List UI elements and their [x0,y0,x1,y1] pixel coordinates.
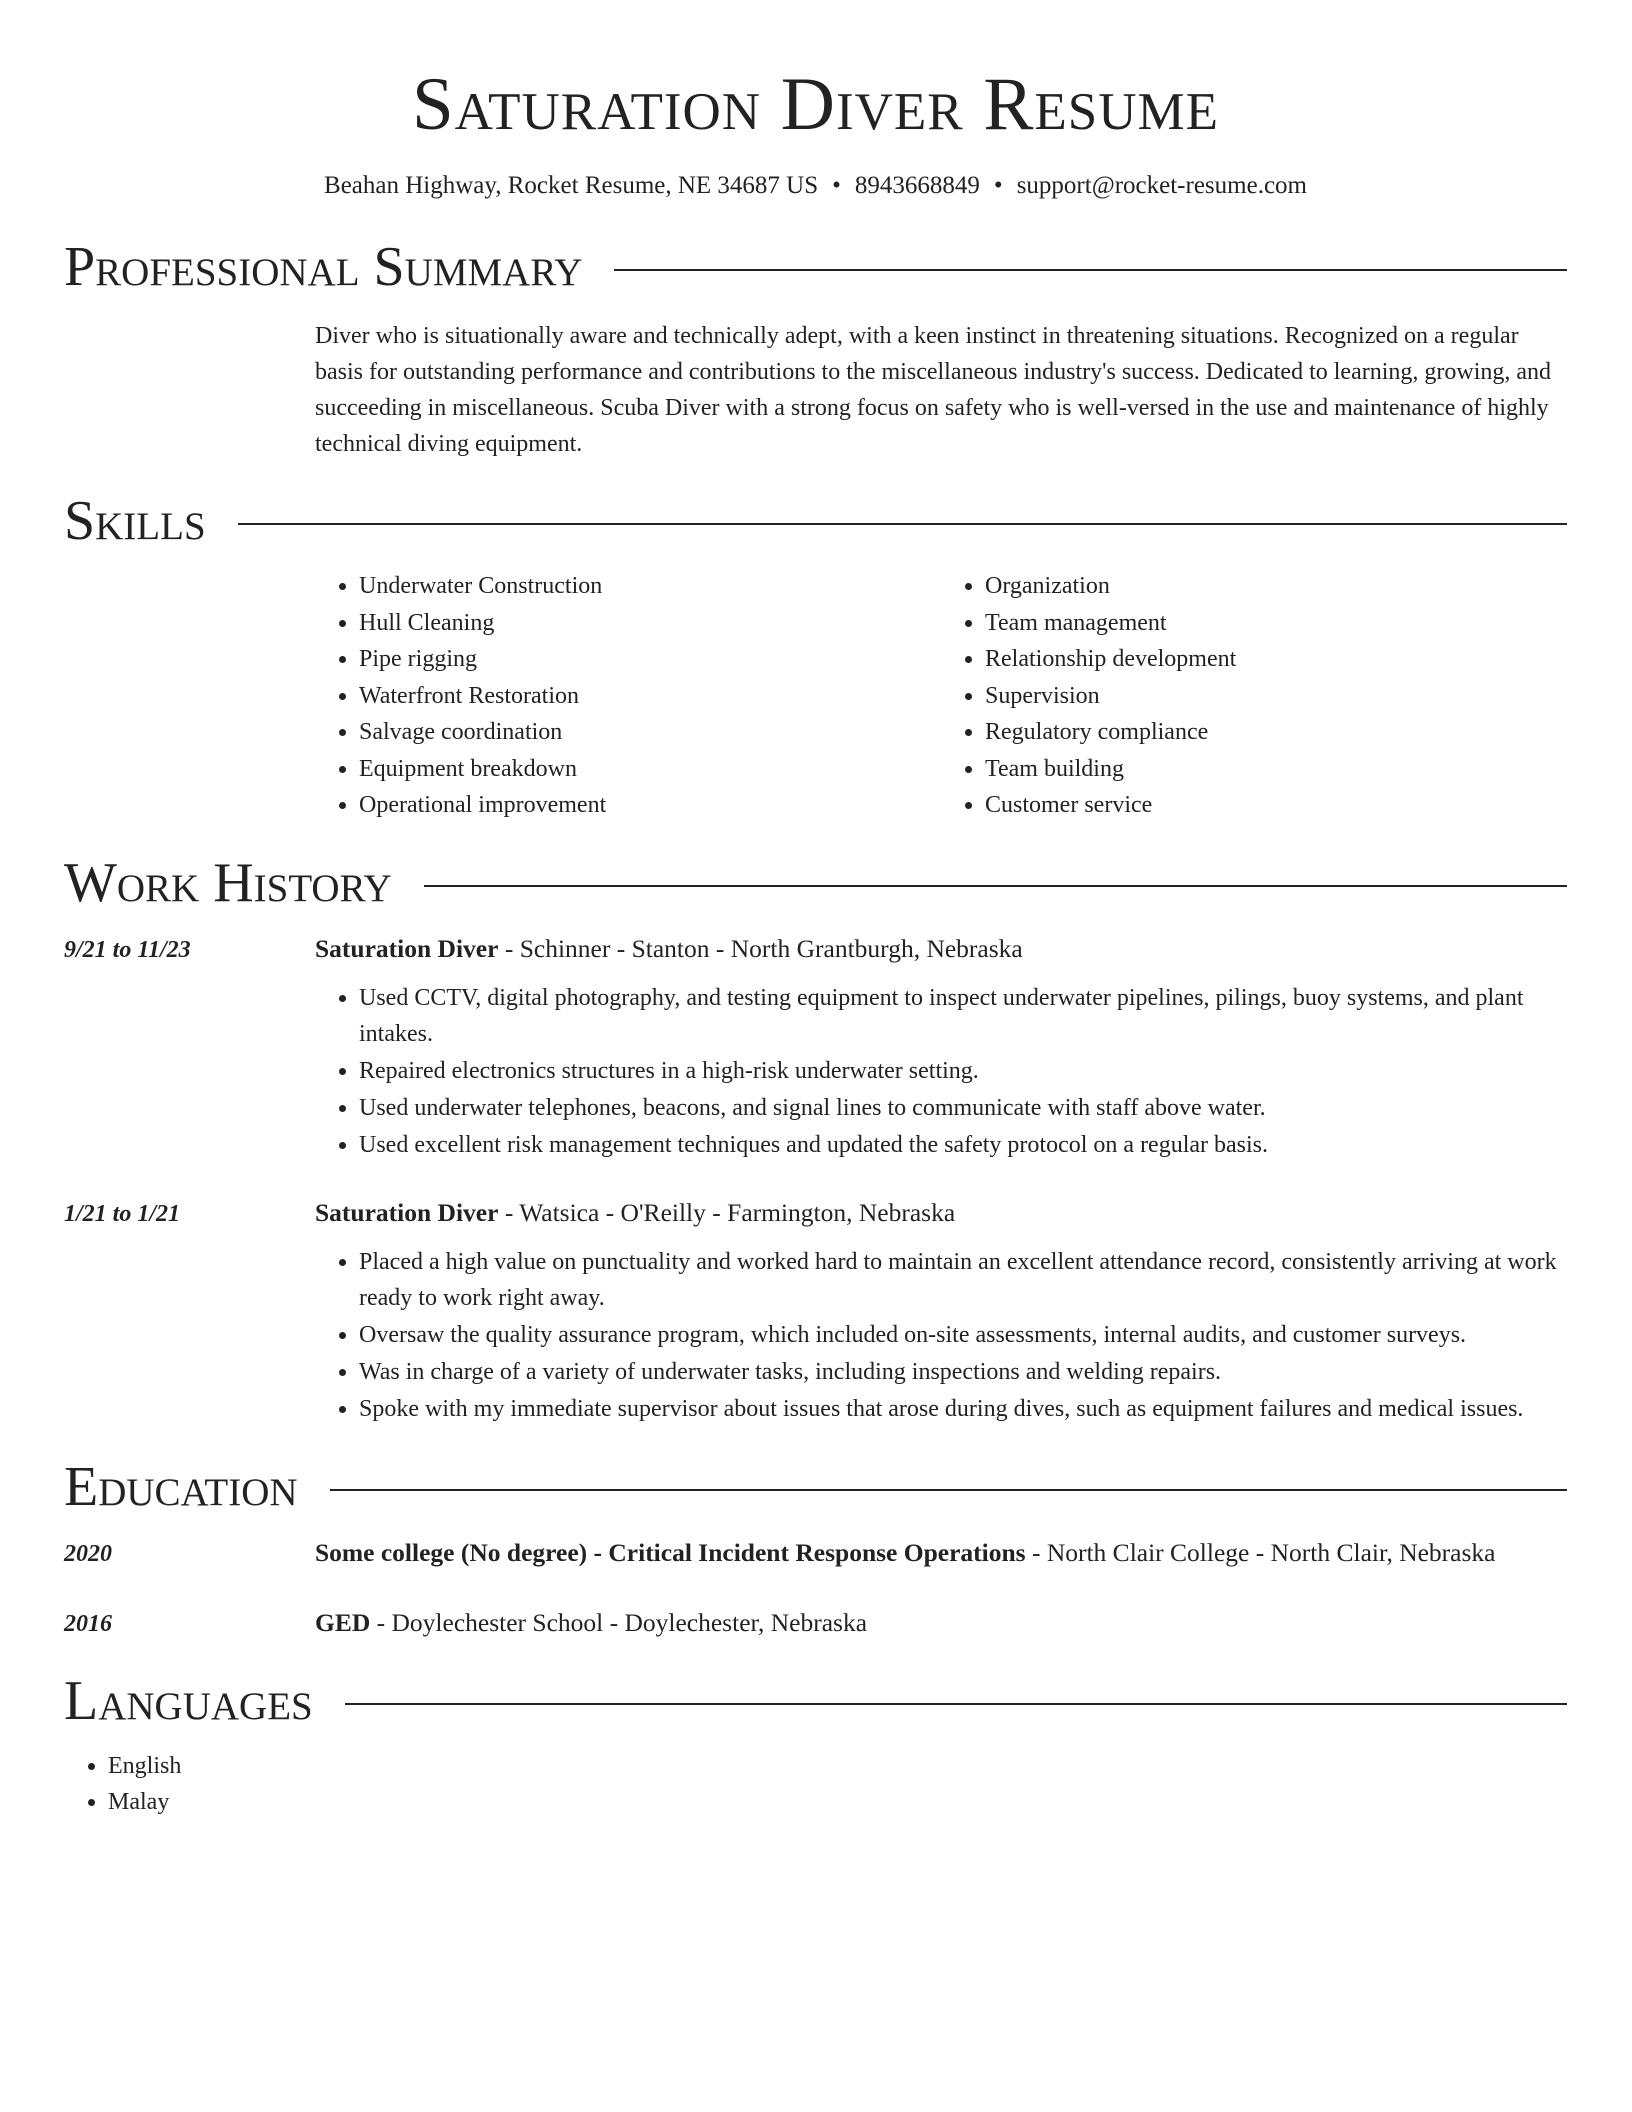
skill-item: • Hull Cleaning [359,605,941,642]
work-bullet: • Was in charge of a variety of underwater tasks, including inspections and welding repairs. [359,1354,1567,1390]
resume-title: Saturation Diver Resume [411,63,1220,146]
skill-item: • Organization [985,568,1567,605]
education-degree: Some college (No degree) - Critical Incident Response Operations [315,1537,1026,1567]
work-bullet: • Repaired electronics structures in a high-risk underwater setting. [359,1053,1567,1089]
languages-heading: Languages [64,1669,313,1732]
skill-item: • Team building [985,751,1567,788]
skill-item: • Waterfront Restoration [359,678,941,715]
skill-item: • Underwater Construction [359,568,941,605]
education-year: 2016 [64,1610,112,1637]
contact-phone: 8943668849 [854,172,980,199]
skills-section-header [64,488,1567,554]
work-entry [64,930,1567,1164]
summary-heading: Professional Summary [64,236,583,298]
contact-separator: • [993,172,1003,199]
work-bullet: • Placed a high value on punctuality and worked hard to maintain an excellent attendance record, consistently arriving at work ready to work right away. [359,1244,1567,1316]
work-bullet: • Used underwater telephones, beacons, and signal lines to communicate with staff above water. [359,1090,1567,1126]
work-bullet: • Spoke with my immediate supervisor about issues that arose during dives, such as equipment failures and medical issues. [359,1391,1567,1427]
work-headline [315,1194,1567,1232]
job-title: Saturation Diver [315,1197,499,1227]
education-heading: Education [64,1455,298,1518]
skill-item: • Customer service [985,787,1567,824]
skill-item: • Supervision [985,678,1567,715]
skill-item: • Regulatory compliance [985,714,1567,751]
education-headline [315,1534,1567,1572]
job-details: - Watsica - O'Reilly - Farmington, Nebraska [498,1197,956,1227]
education-year: 2020 [64,1540,112,1567]
skill-item: • Equipment breakdown [359,751,941,788]
skill-item: • Pipe rigging [359,641,941,678]
education-entry [64,1604,1567,1642]
section-divider [614,269,1567,271]
contact-address: Beahan Highway, Rocket Resume, NE 34687 US [324,172,819,199]
work-heading: Work History [64,851,392,914]
language-item: • English [108,1748,1567,1784]
skill-item: • Team management [985,605,1567,642]
skills-heading: Skills [64,490,206,552]
work-bullets [315,1244,1567,1427]
work-dates: 9/21 to 11/23 [64,936,191,963]
skill-item: • Salvage coordination [359,714,941,751]
contact-separator: • [832,172,841,199]
work-headline [315,930,1567,968]
education-entry [64,1534,1567,1572]
education-degree: GED [315,1607,371,1637]
skills-grid [315,568,1567,824]
skill-item: • Relationship development [985,641,1567,678]
education-headline [315,1604,1567,1642]
skills-list-right [941,568,1567,824]
skills-list-left [315,568,941,824]
summary-text: Diver who is situationally aware and technically adept, with a keen instinct in threatening situations. Recognized on a regular basis for outstanding performance and contributions to the miscellaneous industry's success. Dedicated to learning, growing, and succeeding in miscellaneous. Scuba Diver with a strong focus on safety who is well-versed in the use and maintenance of highly technical diving equipment. [315,323,1552,457]
job-title: Saturation Diver [315,933,499,963]
section-divider [238,523,1567,525]
languages-list [64,1748,1567,1820]
education-details: - North Clair College - North Clair, Nebraska [1025,1537,1496,1567]
work-bullet: • Used CCTV, digital photography, and testing equipment to inspect underwater pipelines, pilings, buoy systems, and plant intakes. [359,980,1567,1052]
work-dates: 1/21 to 1/21 [64,1200,181,1227]
section-divider [345,1703,1567,1705]
resume-page [64,0,1567,1820]
education-details: - Doylechester School - Doylechester, Nebraska [370,1607,868,1637]
work-bullet: • Oversaw the quality assurance program, which included on-site assessments, internal audits, and customer surveys. [359,1317,1567,1353]
section-divider [330,1489,1567,1491]
work-bullets [315,980,1567,1163]
summary-section-header [64,234,1567,300]
section-divider [424,885,1567,887]
contact-email: support@rocket-resume.com [1016,172,1307,199]
work-section-header [64,850,1567,916]
contact-line [64,168,1567,204]
language-item: • Malay [108,1784,1567,1820]
education-section-header [64,1454,1567,1520]
languages-section-header [64,1668,1567,1734]
skill-item: • Operational improvement [359,787,941,824]
work-bullet: • Used excellent risk management techniques and updated the safety protocol on a regular basis. [359,1127,1567,1163]
job-details: - Schinner - Stanton - North Grantburgh, Nebraska [498,933,1023,963]
work-entry [64,1194,1567,1428]
